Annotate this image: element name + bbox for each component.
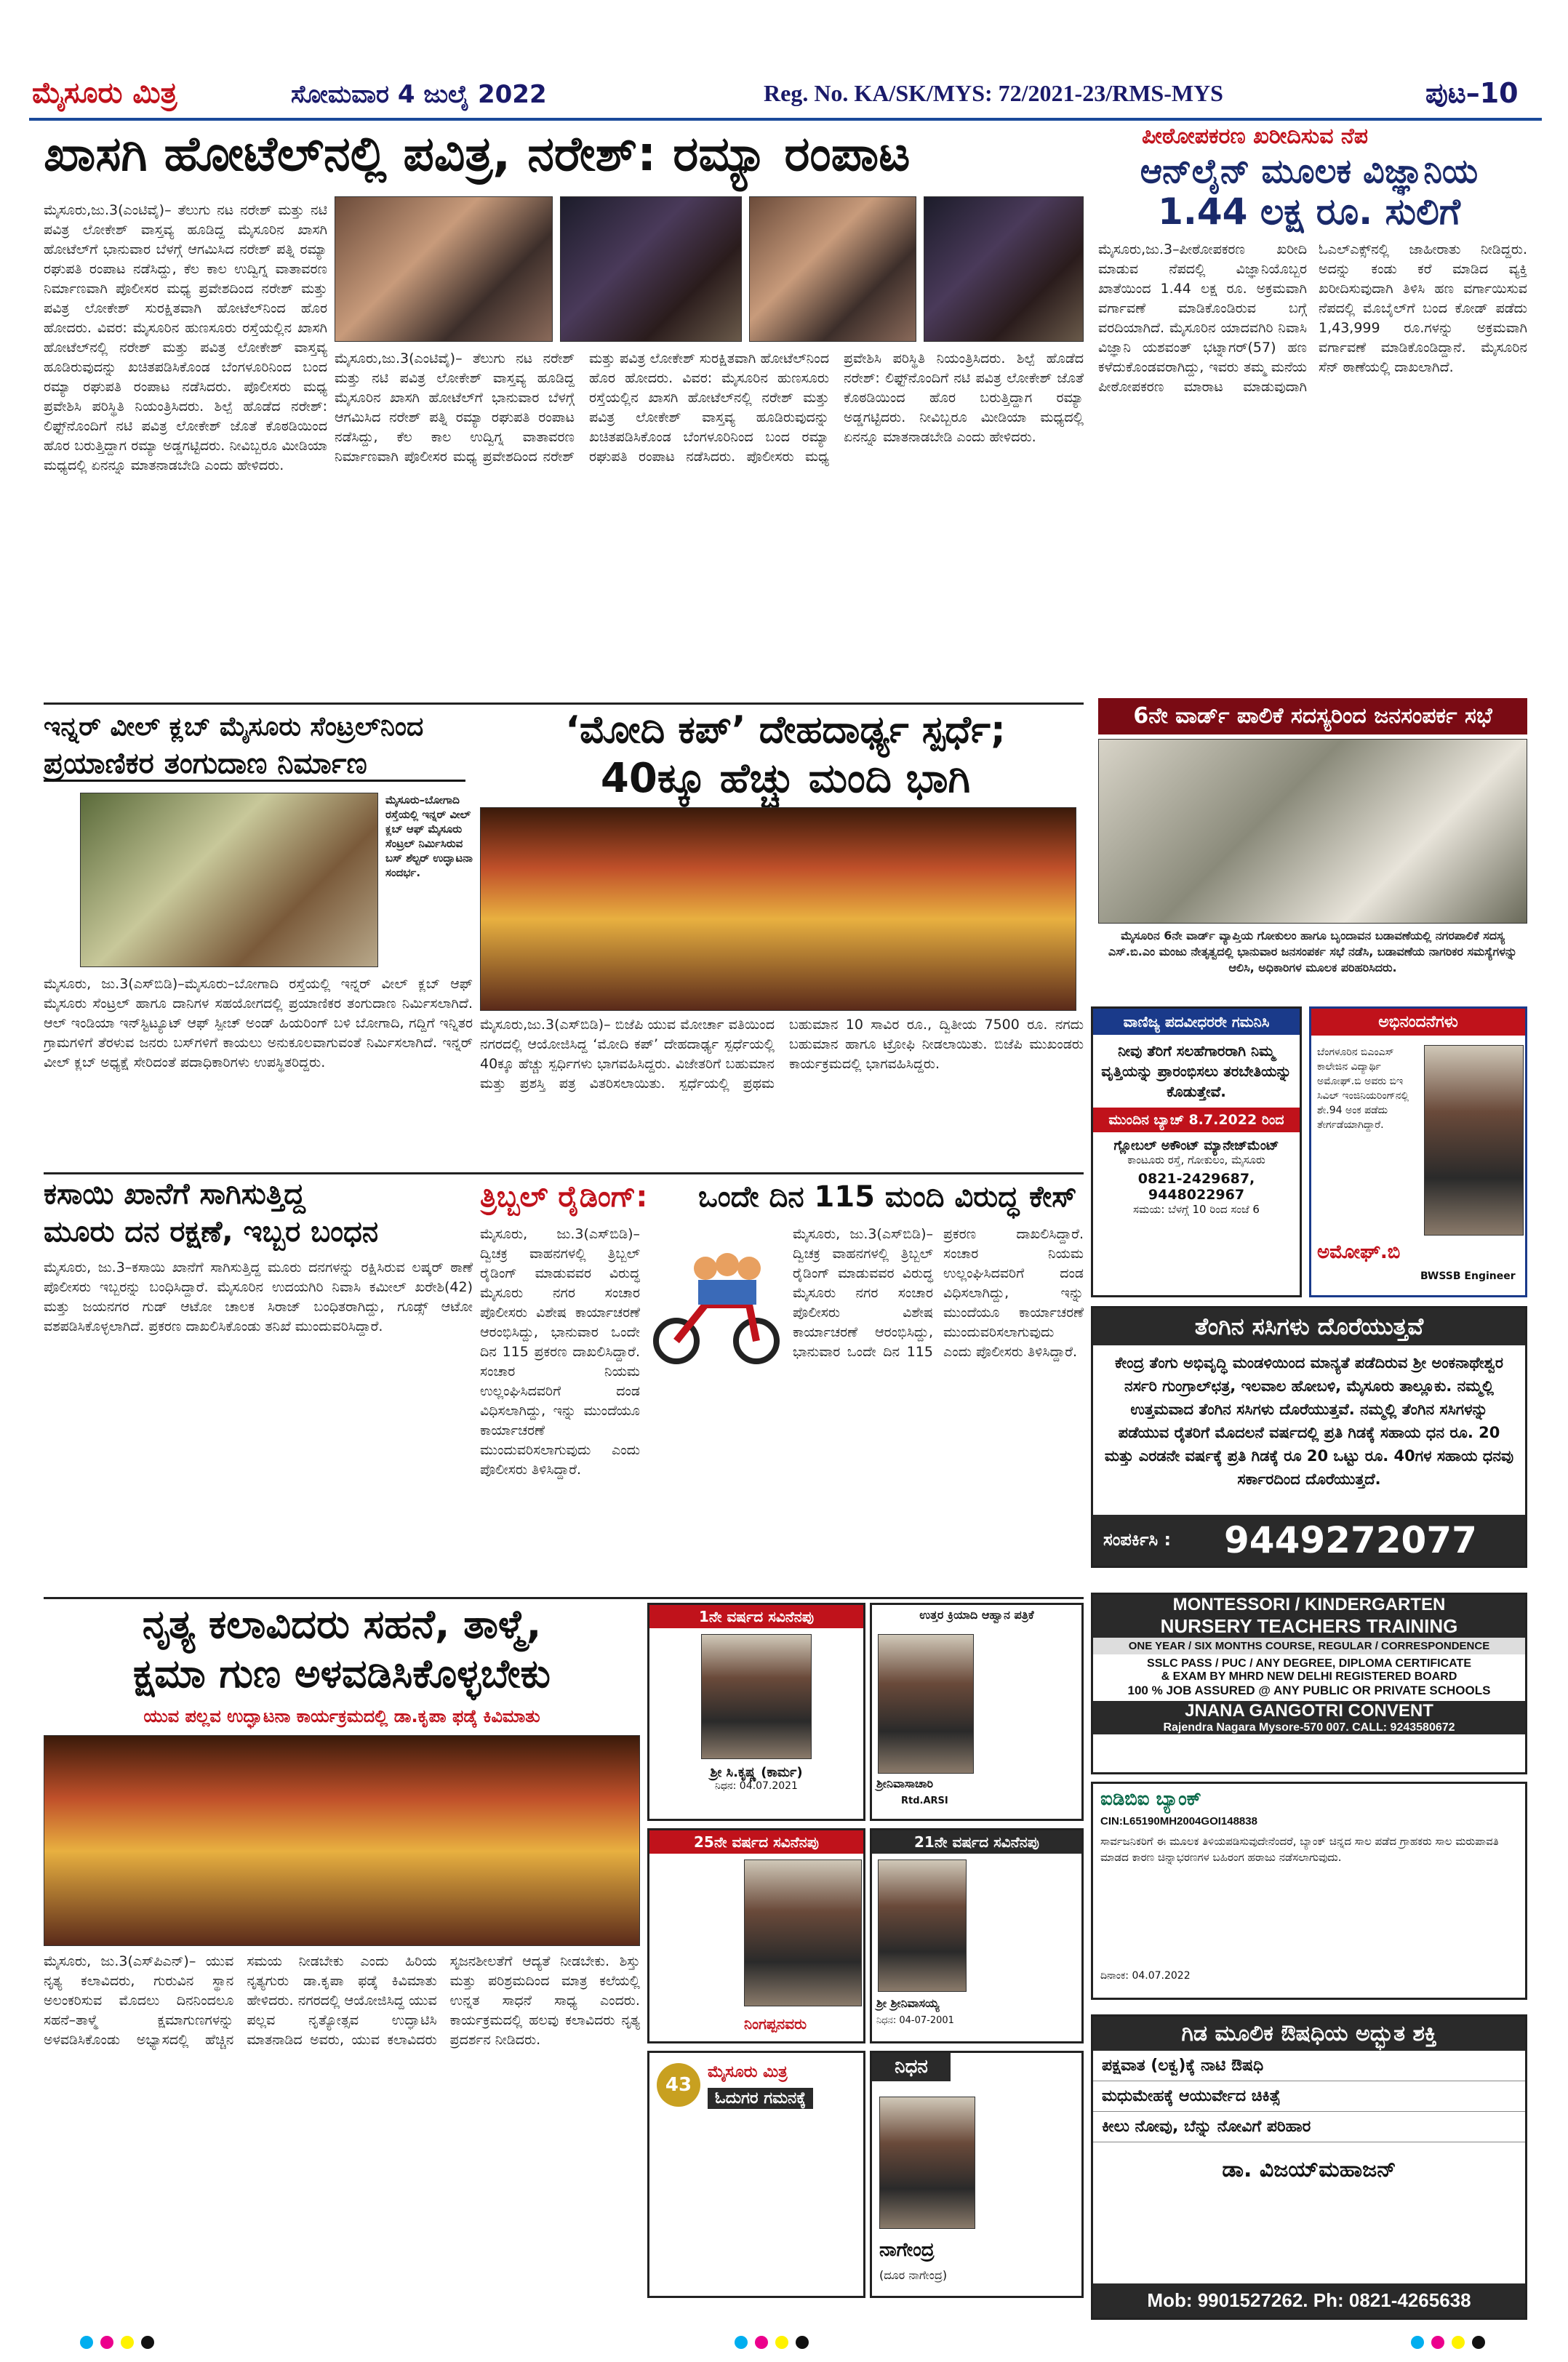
lead-photo-2 [560,196,742,342]
montessori-line-2: NURSERY TEACHERS TRAINING [1093,1615,1525,1638]
modi-headline-2: 40ಕ್ಕೂ ಹೆಚ್ಚು ಮಂದಿ ಭಾಗಿ [600,755,971,802]
congrats-name: ಅಮೋಘ್.ಬಿ [1317,1241,1401,1263]
registration-marks-right [1411,2336,1492,2352]
obit-a-photo [701,1634,812,1759]
triple-headline: ಒಂದೇ ದಿನ 115 ಮಂದಿ ವಿರುದ್ಧ ಕೇಸ್ [698,1180,1077,1214]
montessori-line-8: Rajendra Nagara Mysore-570 007. CALL: 9243580672 [1093,1721,1525,1734]
ward-headline: 6ನೇ ವಾರ್ಡ್ ಪಾಲಿಕೆ ಸದಸ್ಯರಿಂದ ಜನಸಂಪರ್ಕ ಸಭೆ [1098,698,1527,734]
obit-b-photo [878,1634,974,1774]
modi-body: ಮೈಸೂರು,ಜು.3(ಎಸ್‌ಬಿಡಿ)– ಬಿಜೆಪಿ ಯುವ ಮೋರ್ಚಾ ವತಿಯಿಂದ ನಗರದಲ್ಲಿ ಆಯೋಜಿಸಿದ್ದ ‘ಮೋದಿ ಕಪ್’ ದೇಹದಾರ್ಢ್ಯ ಸ್ಪರ್ಧೆಯಲ್ಲಿ 40ಕ್ಕೂ ಹೆಚ್ಚು ಸ್ಪರ್ಧಿಗಳು ಭಾಗವಹಿಸಿದ್ದರು. ವಿಜೇತರಿಗೆ ಬಹುಮಾನ ಮತ್ತು ಪ್ರಶಸ್ತಿ ಪತ್ರ ವಿತರಿಸಲಾಯಿತು. ಸ್ಪರ್ಧೆಯಲ್ಲಿ ಪ್ರಥಮ ಬಹುಮಾನ 10 ಸಾವಿರ ರೂ., ದ್ವಿತೀಯ 7500 ರೂ. ನಗದು ಬಹುಮಾನ ಹಾಗೂ ಟ್ರೋಫಿ ನೀಡಲಾಯಿತು. ಬಿಜೆಪಿ ಮುಖಂಡರು ಕಾರ್ಯಕ್ರಮದಲ್ಲಿ ಭಾಗವಹಿಸಿದ್ದರು. [480,1017,1084,1092]
obit-f-photo [879,2097,975,2229]
innerwheel-caption: ಮೈಸೂರು–ಬೋಗಾದಿ ರಸ್ತೆಯಲ್ಲಿ ಇನ್ನರ್ ವೀಲ್ ಕ್ಲಬ್ ಆಫ್ ಮೈಸೂರು ಸೆಂಟ್ರಲ್ ನಿರ್ಮಿಸಿರುವ ಬಸ್ ಶೆಲ್ಟರ್ ಉದ್ಘಾಟನಾ ಸಂದರ್ಭ. [385,793,473,879]
obit-c-title: 25ನೇ ವರ್ಷದ ಸವಿನೆನಪು [649,1830,863,1854]
obit-a-date: ನಿಧನ: 04.07.2021 [715,1780,798,1792]
divider [44,702,1084,705]
obit-f-name: ನಾಗೇಂದ್ರ [879,2239,935,2261]
registration-number: Reg. No. KA/SK/MYS: 72/2021-23/RMS-MYS [764,80,1223,106]
dance-body: ಮೈಸೂರು, ಜು.3(ಎಸ್‌ಪಿಎನ್)– ಯುವ ನೃತ್ಯ ಕಲಾವಿದರು, ಗುರುವಿನ ಸ್ಥಾನ ಅಲಂಕರಿಸುವ ಮೊದಲು ದಿನನಿಂದಲೂ ಸಹನೆ–ತಾಳ್ಮೆ ಕ್ಷಮಾಗುಣಗಳನ್ನು ಅಳವಡಿಸಿಕೊಂಡು ಅಭ್ಯಾಸದಲ್ಲಿ ಹೆಚ್ಚಿನ ಸಮಯ ನೀಡಬೇಕು ಎಂದು ಹಿರಿಯ ನೃತ್ಯಗುರು ಡಾ.ಕೃಪಾ ಫಡ್ಕೆ ಕಿವಿಮಾತು ಹೇಳಿದರು. ನಗರದಲ್ಲಿ ಆಯೋಜಿಸಿದ್ದ ಯುವ ಪಲ್ಲವ ನೃತ್ಯೋತ್ಸವ ಉದ್ಘಾಟಿಸಿ ಮಾತನಾಡಿದ ಅವರು, ಯುವ ಕಲಾವಿದರು ಸೃಜನಶೀಲತೆಗೆ ಆದ್ಯತೆ ನೀಡಬೇಕು. ಶಿಸ್ತು ಮತ್ತು ಪರಿಶ್ರಮದಿಂದ ಮಾತ್ರ ಕಲೆಯಲ್ಲಿ ಉನ್ನತ ಸಾಧನೆ ಸಾಧ್ಯ ಎಂದರು. ಕಾರ್ಯಕ್ರಮದಲ್ಲಿ ಹಲವು ಕಲಾವಿದರು ನೃತ್ಯ ಪ್ರದರ್ಶನ ನೀಡಿದರು. [44,1953,640,2048]
reader-notice-title: ಓದುಗರ ಗಮನಕ್ಕೆ [708,2088,813,2109]
triple-riding-illustration [647,1225,785,1370]
reader-notice [647,2051,865,2298]
idbi-body: ಸಾರ್ವಜನಿಕರಿಗೆ ಈ ಮೂಲಕ ತಿಳಿಯಪಡಿಸುವುದೇನೆಂದರೆ, ಬ್ಯಾಂಕ್ ಚಿನ್ನದ ಸಾಲ ಪಡೆದ ಗ್ರಾಹಕರು ಸಾಲ ಮರುಪಾವತಿ ಮಾಡದ ಕಾರಣ ಚಿನ್ನಾಭರಣಗಳ ಬಹಿರಂಗ ಹರಾಜು ನಡೆಸಲಾಗುವುದು. [1100,1835,1499,1864]
obit-c-photo [744,1859,862,2006]
dance-photo [44,1735,640,1946]
modi-headline-1: ‘ಮೋದಿ ಕಪ್’ ದೇಹದಾರ್ಢ್ಯ ಸ್ಪರ್ಧೆ; [565,708,1006,752]
montessori-line-3: ONE YEAR / SIX MONTHS COURSE, REGULAR / CORRESPONDENCE [1093,1638,1525,1654]
obit-d-date: ನಿಧನ: 04-07-2001 [876,2015,954,2026]
herbal-doctor: ಡಾ. ವಿಜಯ್‌ಮಹಾಜನ್ [1222,2157,1396,2182]
obit-d-name: ಶ್ರೀ ಶ್ರೀನಿವಾಸಯ್ಯ [876,1996,940,2010]
triple-headline-red: ತ್ರಿಬ್ಬಲ್ ರೈಡಿಂಗ್: [480,1180,648,1214]
innerwheel-body: ಮೈಸೂರು, ಜು.3(ಎಸ್‌ಬಿಡಿ)–ಮೈಸೂರು–ಬೋಗಾದಿ ರಸ್ತೆಯಲ್ಲಿ ಇನ್ನರ್ ವೀಲ್ ಕ್ಲಬ್ ಆಫ್ ಮೈಸೂರು ಸೆಂಟ್ರಲ್ ಹಾಗೂ ದಾನಿಗಳ ಸಹಯೋಗದಲ್ಲಿ ಪ್ರಯಾಣಿಕರ ತಂಗುದಾಣ ನಿರ್ಮಿಸಲಾಗಿದೆ. ಆಲ್ ಇಂಡಿಯಾ ಇನ್‌ಸ್ಟಿಟ್ಯೂಟ್ ಆಫ್ ಸ್ಪೀಚ್ ಅಂಡ್ ಹಿಯರಿಂಗ್ ಬಳಿ ಬೋಗಾದಿ, ಗದ್ದಿಗೆ ಇನ್ನಿತರ ಗ್ರಾಮಗಳಿಗೆ ತೆರಳುವ ಜನರು ಬಸ್‌ಗಳಿಗೆ ಕಾಯಲು ಅನುಕೂಲವಾಗುವಂತೆ ನಿರ್ಮಿಸಲಾಗಿದೆ. ಇನ್ನರ್ ವೀಲ್ ಕ್ಲಬ್ ಅಧ್ಯಕ್ಷೆ ಸೇರಿದಂತೆ ಪದಾಧಿಕಾರಿಗಳು ಉಪಸ್ಥಿತರಿದ್ದರು. [44,976,473,1070]
lead-photo-4 [924,196,1084,342]
slaughter-body: ಮೈಸೂರು, ಜು.3–ಕಸಾಯಿ ಖಾನೆಗೆ ಸಾಗಿಸುತ್ತಿದ್ದ ಮೂರು ದನಗಳನ್ನು ರಕ್ಷಿಸಿರುವ ಲಷ್ಕರ್ ಠಾಣೆ ಪೊಲೀಸರು ಇಬ್ಬರನ್ನು ಬಂಧಿಸಿದ್ದಾರೆ. ಮೈಸೂರಿನ ಉದಯಗಿರಿ ನಿವಾಸಿ ಕಮೀಲ್ ಖರೇಶಿ(42) ಮತ್ತು ಜಯನಗರ ಗುಡ್ ಆಟೋ ಚಾಲಕ ಸಿರಾಜ್ ಬಂಧಿತರಾಗಿದ್ದು, ಗೂಡ್ಸ್ ಆಟೋ ವಶಪಡಿಸಿಕೊಳ್ಳಲಾಗಿದೆ. ಪ್ರಕರಣ ದಾಖಲಿಸಿಕೊಂಡು ತನಿಖೆ ಮುಂದುವರಿಸಿದ್ದಾರೆ. [44,1260,473,1334]
registration-marks-center [735,2336,816,2352]
divider [44,1597,1084,1599]
dance-headline-1: ನೃತ್ಯ ಕಲಾವಿದರು ಸಹನೆ, ತಾಳ್ಮೆ, [142,1601,542,1647]
trade-ad-time: ಸಮಯ: ಬೆಳಗ್ಗೆ 10 ರಿಂದ ಸಂಜೆ 6 [1133,1203,1260,1216]
obit-d-photo [878,1859,967,1992]
herbal-line-2: ಮಧುಮೇಹಕ್ಕೆ ಆಯುರ್ವೇದ ಚಿಕಿತ್ಸೆ [1093,2081,1525,2112]
idbi-title: ಐಡಿಬಿಐ ಬ್ಯಾಂಕ್ [1100,1788,1201,1810]
trade-ad-batch: ಮುಂದಿನ ಬ್ಯಾಚ್ 8.7.2022 ರಿಂದ [1093,1108,1300,1132]
lead-photo-1 [335,196,553,342]
obit-b-title: ಉತ್ತರ ಕ್ರಿಯಾದಿ ಆಹ್ವಾನ ಪತ್ರಿಕೆ [919,1608,1034,1622]
divider [44,1172,1084,1174]
herbal-phone: Mob: 9901527262. Ph: 0821-4265638 [1093,2283,1525,2318]
obit-a-title: 1ನೇ ವರ್ಷದ ಸವಿನೆನಪು [649,1605,863,1628]
slaughter-headline-1: ಕಸಾಯಿ ಖಾನೆಗೆ ಸಾಗಿಸುತ್ತಿದ್ದ [44,1177,305,1211]
dance-subheadline: ಯುವ ಪಲ್ಲವ ಉದ್ಘಾಟನಾ ಕಾರ್ಯಕ್ರಮದಲ್ಲಿ ಡಾ.ಕೃಪಾ ಫಡ್ಕೆ ಕಿವಿಮಾತು [143,1706,540,1726]
herbal-title: ಗಿಡ ಮೂಲಿಕ ಔಷಧಿಯ ಅದ್ಭುತ ಶಕ್ತಿ [1093,2017,1525,2051]
innerwheel-photo [80,793,378,967]
idbi-cin: CIN:L65190MH2004GOI148838 [1100,1815,1257,1827]
obit-b-name: ಶ್ರೀನಿವಾಸಾಚಾರಿ [876,1777,934,1790]
coconut-contact-band [1093,1515,1525,1566]
coconut-body: ಕೇಂದ್ರ ತೆಂಗು ಅಭಿವೃದ್ಧಿ ಮಂಡಳಿಯಿಂದ ಮಾನ್ಯತೆ ಪಡೆದಿರುವ ಶ್ರೀ ಅಂಕನಾಥೇಶ್ವರ ನರ್ಸರಿ ಗುಂಗ್ರಾಲ್‌ಛತ್ರ, ಇಲವಾಲ ಹೋಬಳಿ, ಮೈಸೂರು ತಾಲ್ಲೂಕು. ನಮ್ಮಲ್ಲಿ ಉತ್ತಮವಾದ ತೆಂಗಿನ ಸಸಿಗಳು ದೊರೆಯುತ್ತವೆ. ನಮ್ಮಲ್ಲಿ ತೆಂಗಿನ ಸಸಿಗಳನ್ನು ಪಡೆಯುವ ರೈತರಿಗೆ ಮೊದಲನೆ ವರ್ಷದಲ್ಲಿ ಪ್ರತಿ ಗಿಡಕ್ಕೆ ಸಹಾಯ ಧನ ರೂ. 20 ಮತ್ತು ಎರಡನೇ ವರ್ಷಕ್ಕೆ ಪ್ರತಿ ಗಿಡಕ್ಕೆ ರೂ 20 ಒಟ್ಟು ರೂ. 40ಗಳ ಸಹಾಯ ಧನವು ಸರ್ಕಾರದಿಂದ ದೊರೆಯುತ್ತದೆ. [1104,1354,1514,1488]
congrats-title: ಅಭಿನಂದನೆಗಳು [1311,1009,1525,1036]
montessori-line-7: JNANA GANGOTRI CONVENT [1093,1701,1525,1721]
obit-d-title: 21ನೇ ವರ್ಷದ ಸವಿನೆನಪು [872,1830,1081,1854]
obit-c [647,1828,865,2043]
congrats-role: BWSSB Engineer [1420,1270,1516,1282]
montessori-line-4: SSLC PASS / PUC / ANY DEGREE, DIPLOMA CERTIFICATE [1147,1657,1471,1670]
trade-ad [1091,1006,1302,1297]
reader-notice-kicker: ಮೈಸೂರು ಮಿತ್ರ [708,2063,788,2081]
lead-headline: ಖಾಸಗಿ ಹೋಟೆಲ್‌ನಲ್ಲಿ ಪವಿತ್ರ, ನರೇಶ್: ರಮ್ಯಾ ರಂಪಾಟ [44,128,911,182]
herbal-line-1: ಪಕ್ಷವಾತ (ಲಕ್ವ)ಕ್ಕೆ ನಾಟಿ ಔಷಧಿ [1093,2051,1525,2081]
montessori-line-5: & EXAM BY MHRD NEW DELHI REGISTERED BOARD [1161,1670,1457,1683]
newspaper-logo: ಮೈಸೂರು ಮಿತ್ರ [32,76,177,110]
coconut-ad [1091,1306,1527,1568]
herbal-ad [1091,2014,1527,2320]
herbal-line-3: ಕೀಲು ನೋವು, ಬೆನ್ನು ನೋವಿಗೆ ಪರಿಹಾರ [1093,2112,1525,2142]
coconut-contact-label: ಸಂಪರ್ಕಿಸಿ : [1103,1529,1172,1550]
lead-story-body-cont: ಮೈಸೂರು,ಜು.3(ಎಂಟಿವೈ)– ತೆಲುಗು ನಟ ನರೇಶ್ ಮತ್ತು ನಟಿ ಪವಿತ್ರ ಲೋಕೇಶ್ ವಾಸ್ತವ್ಯ ಹೂಡಿದ್ದ ಮೈಸೂರಿನ ಖಾಸಗಿ ಹೋಟೆಲ್‌ಗೆ ಭಾನುವಾರ ಬೆಳಗ್ಗೆ ಆಗಮಿಸಿದ ನರೇಶ್ ಪತ್ನಿ ರಮ್ಯಾ ರಘುಪತಿ ರಂಪಾಟ ನಡೆಸಿದ್ದು, ಕೆಲ ಕಾಲ ಉದ್ವಿಗ್ನ ವಾತಾವರಣ ನಿರ್ಮಾಣವಾಗಿ ಪೊಲೀಸರ ಮಧ್ಯ ಪ್ರವೇಶದಿಂದ ನರೇಶ್ ಮತ್ತು ಪವಿತ್ರ ಲೋಕೇಶ್ ಸುರಕ್ಷಿತವಾಗಿ ಹೋಟೆಲ್‌ನಿಂದ ಹೊರ ಹೋದರು. ವಿವರ: ಮೈಸೂರಿನ ಹುಣಸೂರು ರಸ್ತೆಯಲ್ಲಿನ ಖಾಸಗಿ ಹೋಟೆಲ್‌ನಲ್ಲಿ ನರೇಶ್ ಮತ್ತು ಪವಿತ್ರ ಲೋಕೇಶ್ ವಾಸ್ತವ್ಯ ಹೂಡಿರುವುದನ್ನು ಖಚಿತಪಡಿಸಿಕೊಂಡ ಬೆಂಗಳೂರಿನಿಂದ ಬಂದ ರಮ್ಯಾ ರಘುಪತಿ ರಂಪಾಟ ನಡೆಸಿದರು. ಪೊಲೀಸರು ಮಧ್ಯ ಪ್ರವೇಶಿಸಿ ಪರಿಸ್ಥಿತಿ ನಿಯಂತ್ರಿಸಿದರು. ಶಿಲ್ಪೆ ಹೊಡೆದ ನರೇಶ್: ಲಿಫ್ಟ್‌ನೊಂದಿಗೆ ನಟಿ ಪವಿತ್ರ ಲೋಕೇಶ್ ಜೊತೆ ಕೊಠಡಿಯಿಂದ ಹೊರ ಬರುತ್ತಿದ್ದಾಗ ರಮ್ಯಾ ಅಡ್ಡಗಟ್ಟಿದರು. ನೀವಿಬ್ಬರೂ ಮೀಡಿಯಾ ಮಧ್ಯದಲ್ಲಿ ಏನನ್ನೂ ಮಾತನಾಡಬೇಡಿ ಎಂದು ಹೇಳಿದರು. [335,351,1084,465]
obit-a [647,1603,865,1821]
slaughter-headline-2: ಮೂರು ದನ ರಕ್ಷಣೆ, ಇಬ್ಬರ ಬಂಧನ [44,1215,379,1249]
congrats-body: ಬೆಂಗಳೂರಿನ ಬಿಎಂಎಸ್ ಕಾಲೇಜಿನ ವಿದ್ಯಾರ್ಥಿ ಅಮೋಘ್.ಬಿ ಅವರು ಬಿಇ ಸಿವಿಲ್ ಇಂಜಿನಿಯರಿಂಗ್‌ನಲ್ಲಿ ಶೇ.94 ಅಂಕ ಪಡೆದು ತೇರ್ಗಡೆಯಾಗಿದ್ದಾರೆ. [1317,1046,1409,1131]
page-number: ಪುಟ–10 [1425,77,1519,109]
trade-ad-body: ನೀವು ತೆರಿಗೆ ಸಲಹೆಗಾರರಾಗಿ ನಿಮ್ಮ ವೃತ್ತಿಯನ್ನು ಪ್ರಾರಂಭಿಸಲು ತರಬೇತಿಯನ್ನು ಕೊಡುತ್ತೇವೆ. [1101,1042,1292,1100]
side-story-headline-1: ಆನ್‌ಲೈನ್ ಮೂಲಕ ವಿಜ್ಞಾನಿಯ [1140,151,1479,191]
triple-body-cont: ಮೈಸೂರು, ಜು.3(ಎಸ್‌ಬಿಡಿ)– ದ್ವಿಚಕ್ರ ವಾಹನಗಳಲ್ಲಿ ತ್ರಿಬ್ಬಲ್ ರೈಡಿಂಗ್ ಮಾಡುವವರ ವಿರುದ್ಧ ಮೈಸೂರು ನಗರ ಸಂಚಾರ ಪೊಲೀಸರು ವಿಶೇಷ ಕಾರ್ಯಾಚರಣೆ ಆರಂಭಿಸಿದ್ದು, ಭಾನುವಾರ ಒಂದೇ ದಿನ 115 ಪ್ರಕರಣ ದಾಖಲಿಸಿದ್ದಾರೆ. ಸಂಚಾರ ನಿಯಮ ಉಲ್ಲಂಘಿಸಿದವರಿಗೆ ದಂಡ ವಿಧಿಸಲಾಗಿದ್ದು, ಇನ್ನು ಮುಂದೆಯೂ ಕಾರ್ಯಾಚರಣೆ ಮುಂದುವರಿಸಲಾಗುವುದು ಎಂದು ಪೊಲೀಸರು ತಿಳಿಸಿದ್ದಾರೆ. [793,1226,1084,1360]
lead-photo-3 [749,196,916,342]
registration-marks-left [80,2336,161,2352]
obit-d [870,1828,1084,2043]
montessori-line-6: 100 % JOB ASSURED @ ANY PUBLIC OR PRIVATE SCHOOLS [1127,1684,1491,1697]
obit-c-name: ನಿಂಗಪ್ಪನವರು [744,2015,807,2033]
obit-b [870,1603,1084,1821]
congrats-photo [1424,1045,1524,1236]
montessori-ad [1091,1593,1527,1774]
montessori-line-1: MONTESSORI / KINDERGARTEN [1093,1595,1525,1615]
ward-caption: ಮೈಸೂರಿನ 6ನೇ ವಾರ್ಡ್ ವ್ಯಾಪ್ತಿಯ ಗೋಕುಲಂ ಹಾಗೂ ಬೃಂದಾವನ ಬಡಾವಣೆಯಲ್ಲಿ ನಗರಪಾಲಿಕೆ ಸದಸ್ಯ ಎಸ್.ಬಿ.ಎಂ ಮಂಜು ನೇತೃತ್ವದಲ್ಲಿ ಭಾನುವಾರ ಜನಸಂಪರ್ಕ ಸಭೆ ನಡೆಸಿ, ಬಡಾವಣೆಯ ನಾಗರಿಕರ ಸಮಸ್ಯೆಗಳನ್ನು ಆಲಿಸಿ, ಅಧಿಕಾರಿಗಳ ಮೂಲಕ ಪರಿಹರಿಸಿದರು. [1108,929,1518,974]
trade-ad-address: ಕಾಂಟೂರು ರಸ್ತೆ, ಗೋಕುಲಂ, ಮೈಸೂರು [1127,1153,1265,1166]
trade-ad-firm: ಗ್ಲೋಬಲ್ ಅಕೌಂಟ್ ಮ್ಯಾನೇಜ್‌ಮೆಂಟ್ [1113,1138,1279,1153]
lead-story-body: ಮೈಸೂರು,ಜು.3(ಎಂಟಿವೈ)– ತೆಲುಗು ನಟ ನರೇಶ್ ಮತ್ತು ನಟಿ ಪವಿತ್ರ ಲೋಕೇಶ್ ವಾಸ್ತವ್ಯ ಹೂಡಿದ್ದ ಮೈಸೂರಿನ ಖಾಸಗಿ ಹೋಟೆಲ್‌ಗೆ ಭಾನುವಾರ ಬೆಳಗ್ಗೆ ಆಗಮಿಸಿದ ನರೇಶ್ ಪತ್ನಿ ರಮ್ಯಾ ರಘುಪತಿ ರಂಪಾಟ ನಡೆಸಿದ್ದು, ಕೆಲ ಕಾಲ ಉದ್ವಿಗ್ನ ವಾತಾವರಣ ನಿರ್ಮಾಣವಾಗಿ ಪೊಲೀಸರ ಮಧ್ಯ ಪ್ರವೇಶದಿಂದ ನರೇಶ್ ಮತ್ತು ಪವಿತ್ರ ಲೋಕೇಶ್ ಸುರಕ್ಷಿತವಾಗಿ ಹೋಟೆಲ್‌ನಿಂದ ಹೊರ ಹೋದರು. ವಿವರ: ಮೈಸೂರಿನ ಹುಣಸೂರು ರಸ್ತೆಯಲ್ಲಿನ ಖಾಸಗಿ ಹೋಟೆಲ್‌ನಲ್ಲಿ ನರೇಶ್ ಮತ್ತು ಪವಿತ್ರ ಲೋಕೇಶ್ ವಾಸ್ತವ್ಯ ಹೂಡಿರುವುದನ್ನು ಖಚಿತಪಡಿಸಿಕೊಂಡ ಬೆಂಗಳೂರಿನಿಂದ ಬಂದ ರಮ್ಯಾ ರಘುಪತಿ ರಂಪಾಟ ನಡೆಸಿದರು. ಪೊಲೀಸರು ಮಧ್ಯ ಪ್ರವೇಶಿಸಿ ಪರಿಸ್ಥಿತಿ ನಿಯಂತ್ರಿಸಿದರು. ಶಿಲ್ಪೆ ಹೊಡೆದ ನರೇಶ್: ಲಿಫ್ಟ್‌ನೊಂದಿಗೆ ನಟಿ ಪವಿತ್ರ ಲೋಕೇಶ್ ಜೊತೆ ಕೊಠಡಿಯಿಂದ ಹೊರ ಬರುತ್ತಿದ್ದಾಗ ರಮ್ಯಾ ಅಡ್ಡಗಟ್ಟಿದರು. ನೀವಿಬ್ಬರೂ ಮೀಡಿಯಾ ಮಧ್ಯದಲ್ಲಿ ಏನನ್ನೂ ಮಾತನಾಡಬೇಡಿ ಎಂದು ಹೇಳಿದರು. [44,202,327,473]
obit-b-role: Rtd.ARSI [901,1795,948,1806]
side-story-kicker: ಪೀಠೋಪಕರಣ ಖರೀದಿಸುವ ನೆಪ [1142,124,1369,149]
ward-photo [1098,739,1527,924]
innerwheel-headline-2: ಪ್ರಯಾಣಿಕರ ತಂಗುದಾಣ ನಿರ್ಮಾಣ [44,748,465,782]
coconut-phone: 9449272077 [1224,1519,1477,1561]
side-story-body: ಮೈಸೂರು,ಜು.3–ಪೀಠೋಪಕರಣ ಖರೀದಿ ಮಾಡುವ ನೆಪದಲ್ಲಿ ವಿಜ್ಞಾನಿಯೊಬ್ಬರ ಖಾತೆಯಿಂದ 1.44 ಲಕ್ಷ ರೂ. ಅಕ್ರಮವಾಗಿ ವರ್ಗಾವಣೆ ಮಾಡಿಕೊಂಡಿರುವ ಬಗ್ಗೆ ವರದಿಯಾಗಿದೆ. ಮೈಸೂರಿನ ಯಾದವಗಿರಿ ನಿವಾಸಿ ವಿಜ್ಞಾನಿ ಯಶವಂತ್ ಭಟ್ನಾಗರ್(57) ಹಣ ಕಳೆದುಕೊಂಡವರಾಗಿದ್ದು, ಇವರು ತಮ್ಮ ಮನೆಯ ಪೀಠೋಪಕರಣ ಮಾರಾಟ ಮಾಡುವುದಾಗಿ ಓಎಲ್‌ಎಕ್ಸ್‌ನಲ್ಲಿ ಜಾಹೀರಾತು ನೀಡಿದ್ದರು. ಅದನ್ನು ಕಂಡು ಕರೆ ಮಾಡಿದ ವ್ಯಕ್ತಿ ಖರೀದಿಸುವುದಾಗಿ ತಿಳಿಸಿ ಹಣ ವರ್ಗಾಯಿಸುವ ನೆಪದಲ್ಲಿ ಮೊಬೈಲ್‌ಗೆ ಬಂದ ಕೋಡ್ ಪಡೆದು 1,43,999 ರೂ.ಗಳನ್ನು ಅಕ್ರಮವಾಗಿ ವರ್ಗಾವಣೆ ಮಾಡಿಕೊಂಡಿದ್ದಾನೆ. ಮೈಸೂರಿನ ಸೆನ್ ಠಾಣೆಯಲ್ಲಿ ದಾಖಲಾಗಿದೆ. [1098,241,1527,395]
innerwheel-headline-1: ಇನ್ನರ್ ವೀಲ್ ಕ್ಲಬ್ ಮೈಸೂರು ಸೆಂಟ್ರಲ್‌ನಿಂದ [44,712,424,742]
modi-photo [480,807,1076,1011]
reader-notice-badge: 43 [657,2063,700,2107]
trade-ad-phone: 0821-2429687, 9448022967 [1137,1171,1255,1203]
obit-a-name: ಶ್ರೀ ಸಿ.ಕೃಷ್ಣ (ಕಾರ್ಮ) [710,1765,803,1780]
triple-body: ಮೈಸೂರು, ಜು.3(ಎಸ್‌ಬಿಡಿ)– ದ್ವಿಚಕ್ರ ವಾಹನಗಳಲ್ಲಿ ತ್ರಿಬ್ಬಲ್ ರೈಡಿಂಗ್ ಮಾಡುವವರ ವಿರುದ್ಧ ಮೈಸೂರು ನಗರ ಸಂಚಾರ ಪೊಲೀಸರು ವಿಶೇಷ ಕಾರ್ಯಾಚರಣೆ ಆರಂಭಿಸಿದ್ದು, ಭಾನುವಾರ ಒಂದೇ ದಿನ 115 ಪ್ರಕರಣ ದಾಖಲಿಸಿದ್ದಾರೆ. ಸಂಚಾರ ನಿಯಮ ಉಲ್ಲಂಘಿಸಿದವರಿಗೆ ದಂಡ ವಿಧಿಸಲಾಗಿದ್ದು, ಇನ್ನು ಮುಂದೆಯೂ ಕಾರ್ಯಾಚರಣೆ ಮುಂದುವರಿಸಲಾಗುವುದು ಎಂದು ಪೊಲೀಸರು ತಿಳಿಸಿದ್ದಾರೆ. [480,1226,640,1478]
obit-f-note: (ದೂರ ನಾಗೇಂದ್ರ) [879,2268,948,2282]
idbi-ad [1091,1782,1527,2000]
side-story-headline-2: 1.44 ಲಕ್ಷ ರೂ. ಸುಲಿಗೆ [1158,191,1460,233]
coconut-title: ತೆಂಗಿನ ಸಸಿಗಳು ದೊರೆಯುತ್ತವೆ [1093,1308,1525,1345]
congrats-ad [1309,1006,1527,1297]
trade-ad-title: ವಾಣಿಜ್ಯ ಪದವೀಧರರೇ ಗಮನಿಸಿ [1093,1009,1300,1035]
obit-f [870,2051,1084,2298]
idbi-date: ದಿನಾಂಕ: 04.07.2022 [1100,1970,1191,1982]
dance-headline-2: ಕ್ಷಮಾ ಗುಣ ಅಳವಡಿಸಿಕೊಳ್ಳಬೇಕು [133,1651,551,1697]
obit-f-title: ನಿಧನ [872,2053,951,2081]
issue-date: ಸೋಮವಾರ 4 ಜುಲೈ 2022 [291,80,547,109]
